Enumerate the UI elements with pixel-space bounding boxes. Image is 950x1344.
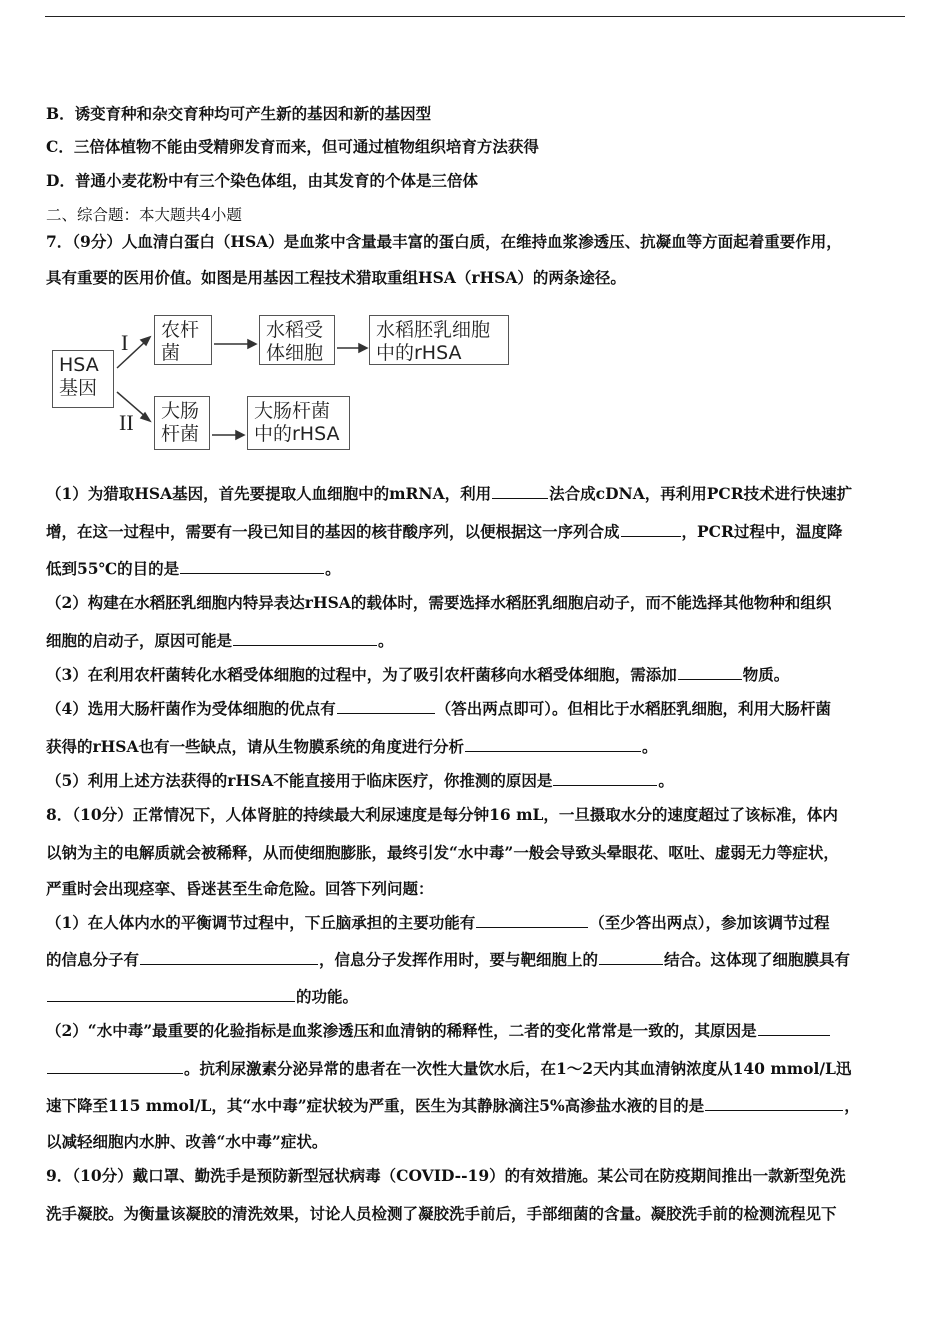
answer-blank[interactable]: [492, 484, 548, 499]
q7-part1-line1: （1）为猎取HSA基因，首先要提取人血细胞中的mRNA，利用 法合成cDNA，再利用PCR技术进行快速扩: [46, 484, 853, 503]
ecoli-box: 大肠 杆菌: [154, 396, 210, 450]
ecoli-rhsa-box: 大肠杆菌 中的rHSA: [247, 396, 350, 450]
q7-part1-line2: 增，在这一过程中，需要有一段已知目的基因的核苷酸序列，以便根据这一序列合成 ，PCR过程中，温度降: [46, 522, 843, 541]
q7-part5: （5）利用上述方法获得的rHSA不能直接用于临床医疗，你推测的原因是 。: [46, 771, 674, 790]
q7-stem-line1: 7．（9分）人血清白蛋白（HSA）是血浆中含量最丰富的蛋白质，在维持血浆渗透压、抗凝血等方面起着重要作用，: [46, 232, 842, 251]
q8-part2-line1: （2）“水中毒”最重要的化验指标是血浆渗透压和血清钠的稀释性，二者的变化常常是一致的，其原因是: [46, 1021, 831, 1041]
hsa-gene-box: HSA 基因: [52, 350, 114, 408]
answer-blank[interactable]: [599, 950, 663, 965]
agrobacterium-box: 农杆 菌: [154, 315, 212, 365]
q7-stem-line2: 具有重要的医用价值。如图是用基因工程技术猎取重组HSA（rHSA）的两条途径。: [46, 268, 626, 287]
q7-part4-line1: （4）选用大肠杆菌作为受体细胞的优点有 （答出两点即可）。但相比于水稻胚乳细胞，利用大肠杆菌: [46, 699, 832, 718]
answer-blank[interactable]: [705, 1096, 843, 1111]
q9-stem-line1: 9．（10分）戴口罩、勤洗手是预防新型冠状病毒（COVID--19）的有效措施。某公司在防疫期间推出一款新型免洗: [46, 1166, 846, 1185]
q7-part2-line2: 细胞的启动子，原因可能是 。: [46, 631, 394, 650]
option-d: D．普通小麦花粉中有三个染色体组，由其发育的个体是三倍体: [46, 171, 478, 190]
diagram-arrows: [0, 0, 950, 470]
answer-blank[interactable]: [465, 737, 641, 752]
q8-part1-line1: （1）在人体内水的平衡调节过程中，下丘脑承担的主要功能有 （至少答出两点），参加该调节过程: [46, 913, 830, 932]
answer-blank[interactable]: [180, 559, 324, 574]
answer-blank[interactable]: [47, 987, 295, 1002]
route-1-label: I: [121, 330, 129, 355]
option-c: C．三倍体植物不能由受精卵发育而来，但可通过植物组织培育方法获得: [46, 137, 539, 156]
answer-blank[interactable]: [678, 665, 742, 680]
answer-blank[interactable]: [553, 771, 657, 786]
q7-part4-line2: 获得的rHSA也有一些缺点，请从生物膜系统的角度进行分析 。: [46, 737, 658, 756]
q7-part1-line3: 低到55℃的目的是 。: [46, 559, 341, 578]
q8-stem-line1: 8．（10分）正常情况下，人体肾脏的持续最大利尿速度是每分钟16 mL，一旦摄取水分的速度超过了该标准，体内: [46, 805, 838, 824]
answer-blank[interactable]: [476, 913, 588, 928]
q8-part2-line3: 速下降至115 mmol/L，其“水中毒”症状较为严重，医生为其静脉滴注5%高渗盐水液的目的是 ，: [46, 1096, 860, 1115]
rice-recipient-cell-box: 水稻受 体细胞: [259, 315, 335, 365]
route-2-label: II: [119, 410, 134, 435]
q7-part3: （3）在利用农杆菌转化水稻受体细胞的过程中，为了吸引农杆菌移向水稻受体细胞，需添加 物质。: [46, 665, 790, 684]
q9-stem-line2: 洗手凝胶。为衡量该凝胶的清洗效果，讨论人员检测了凝胶洗手前后，手部细菌的含量。凝胶洗手前的检测流程见下: [46, 1204, 837, 1223]
rice-endosperm-rhsa-box: 水稻胚乳细胞 中的rHSA: [369, 315, 509, 365]
answer-blank[interactable]: [758, 1021, 830, 1036]
section-heading: 二、综合题：本大题共4小题: [46, 206, 242, 224]
q8-part1-line2: 的信息分子有 ，信息分子发挥作用时，要与靶细胞上的 结合。这体现了细胞膜具有: [46, 950, 851, 969]
q8-part2-line4: 以减轻细胞内水肿、改善“水中毒”症状。: [46, 1132, 328, 1151]
q8-part1-line3: 的功能。: [46, 987, 358, 1007]
answer-blank[interactable]: [140, 950, 318, 965]
q8-stem-line2: 以钠为主的电解质就会被稀释，从而使细胞膨胀，最终引发“水中毒”一般会导致头晕眼花、呕吐、虚弱无力等症状，: [46, 843, 839, 862]
answer-blank[interactable]: [233, 631, 377, 646]
option-b: B．诱变育种和杂交育种均可产生新的基因和新的基因型: [46, 104, 432, 123]
q8-part2-line2: 。抗利尿激素分泌异常的患者在一次性大量饮水后，在1～2天内其血清钠浓度从140 mmol/L迅: [46, 1059, 851, 1079]
q7-part2-line1: （2）构建在水稻胚乳细胞内特异表达rHSA的载体时，需要选择水稻胚乳细胞启动子，而不能选择其他物种和组织: [46, 593, 832, 612]
answer-blank[interactable]: [337, 699, 435, 714]
q8-stem-line3: 严重时会出现痉挛、昏迷甚至生命危险。回答下列问题：: [46, 879, 434, 898]
answer-blank[interactable]: [621, 522, 681, 537]
answer-blank[interactable]: [47, 1059, 183, 1074]
